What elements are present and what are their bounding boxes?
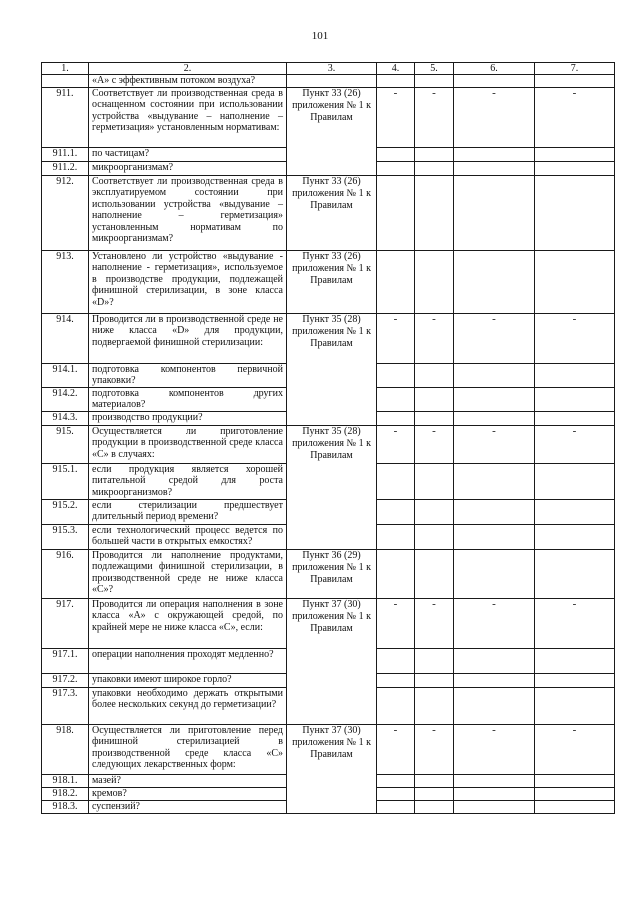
answer-note-cell (535, 673, 615, 687)
table-row (42, 724, 615, 774)
column-header: 7. (535, 63, 615, 75)
answer-na-cell (454, 147, 535, 161)
column-header: 2. (89, 63, 287, 75)
answer-note-cell (535, 787, 615, 800)
answer-na-cell: - (454, 724, 535, 774)
item-number: 917.3. (42, 687, 89, 724)
item-number: 915.3. (42, 524, 89, 549)
answer-yes-cell (377, 147, 415, 161)
item-number: 916. (42, 549, 89, 598)
answer-no-cell (415, 161, 454, 175)
question-text: операции наполнения проходят медленно? (89, 648, 287, 673)
question-text: Установлено ли устройство «выдувание - наполнение - герметизация», используемое в производстве продукции, подлежащей финишной стерилизации, в зоне класса «D»? (89, 250, 287, 313)
question-text: суспензий? (89, 800, 287, 813)
answer-na-cell (454, 673, 535, 687)
answer-note-cell (535, 175, 615, 250)
answer-na-cell (454, 524, 535, 549)
answer-no-cell: - (415, 87, 454, 147)
answer-note-cell (535, 687, 615, 724)
answer-yes-cell (377, 363, 415, 387)
column-header: 5. (415, 63, 454, 75)
question-text: если продукция является хорошей питательной средой для роста микроорганизмов? (89, 463, 287, 499)
answer-na-cell: - (454, 598, 535, 648)
answer-na-cell (454, 363, 535, 387)
answer-note-cell: - (535, 313, 615, 363)
item-number: 918.2. (42, 787, 89, 800)
question-text: если технологический процесс ведется по большей части в открытых емкостях? (89, 524, 287, 549)
answer-na-cell (454, 161, 535, 175)
answer-na-cell (454, 250, 535, 313)
question-text: Проводится ли в производственной среде не ниже класса «D» для продукции, подвергаемой финишной стерилизации: (89, 313, 287, 363)
answer-yes-cell (377, 524, 415, 549)
answer-no-cell: - (415, 425, 454, 463)
answer-yes-cell: - (377, 313, 415, 363)
question-text: подготовка компонентов других материалов? (89, 387, 287, 411)
answer-note-cell (535, 147, 615, 161)
answer-note-cell: - (535, 425, 615, 463)
answer-note-cell (535, 648, 615, 673)
table-row (42, 75, 615, 88)
answer-na-cell (454, 463, 535, 499)
question-text: по частицам? (89, 147, 287, 161)
answer-yes-cell (377, 411, 415, 425)
answer-na-cell (454, 687, 535, 724)
answer-no-cell (415, 524, 454, 549)
answer-yes-cell (377, 387, 415, 411)
answer-na-cell (454, 499, 535, 524)
answer-no-cell (415, 463, 454, 499)
answer-no-cell (415, 250, 454, 313)
answer-note-cell (535, 774, 615, 787)
requirement-reference: Пункт 33 (26) приложения № 1 к Правилам (287, 250, 377, 313)
question-text: мазей? (89, 774, 287, 787)
answer-note-cell (535, 524, 615, 549)
answer-no-cell: - (415, 313, 454, 363)
question-text: Соответствует ли производственная среда в эксплуатируемом состоянии при использовании устройства «выдувание – наполнение – герметизация» установленным нормативам по микроорганизмам? (89, 175, 287, 250)
table-row (42, 313, 615, 363)
table-row (42, 598, 615, 648)
page-number: 101 (311, 30, 329, 42)
answer-note-cell (535, 161, 615, 175)
answer-yes-cell (377, 687, 415, 724)
answer-yes-cell (377, 787, 415, 800)
question-text: производство продукции? (89, 411, 287, 425)
answer-yes-cell (377, 499, 415, 524)
requirement-reference: Пункт 37 (30) приложения № 1 к Правилам (287, 724, 377, 813)
answer-no-cell (415, 499, 454, 524)
question-text: микроорганизмам? (89, 161, 287, 175)
item-number: 914. (42, 313, 89, 363)
answer-no-cell (415, 387, 454, 411)
question-text: Осуществляется ли приготовление перед финишной стерилизацией в производственной среде класса «С» следующих лекарственных форм: (89, 724, 287, 774)
answer-na-cell (454, 75, 535, 88)
table-row (42, 250, 615, 313)
answer-na-cell (454, 411, 535, 425)
requirement-reference: Пункт 33 (26) приложения № 1 к Правилам (287, 87, 377, 175)
question-text: упаковки имеют широкое горло? (89, 673, 287, 687)
answer-note-cell (535, 75, 615, 88)
question-text: кремов? (89, 787, 287, 800)
answer-note-cell (535, 463, 615, 499)
question-text: подготовка компонентов первичной упаковки? (89, 363, 287, 387)
answer-note-cell (535, 363, 615, 387)
answer-no-cell (415, 175, 454, 250)
item-number: 911. (42, 87, 89, 147)
answer-yes-cell (377, 673, 415, 687)
answer-no-cell (415, 673, 454, 687)
question-text: Соответствует ли производственная среда в оснащенном состоянии при использовании устройства «выдувание – наполнение – герметизация» установленным нормативам: (89, 87, 287, 147)
requirement-reference: Пункт 36 (29) приложения № 1 к Правилам (287, 549, 377, 598)
item-number: 918.3. (42, 800, 89, 813)
answer-na-cell: - (454, 425, 535, 463)
item-number: 915. (42, 425, 89, 463)
answer-yes-cell (377, 75, 415, 88)
item-number: 917.2. (42, 673, 89, 687)
item-number: 914.2. (42, 387, 89, 411)
item-number: 914.3. (42, 411, 89, 425)
requirement-reference (287, 75, 377, 88)
answer-yes-cell (377, 774, 415, 787)
answer-na-cell (454, 774, 535, 787)
answer-na-cell (454, 549, 535, 598)
answer-na-cell (454, 800, 535, 813)
answer-no-cell (415, 549, 454, 598)
requirement-reference: Пункт 35 (28) приложения № 1 к Правилам (287, 425, 377, 549)
answer-yes-cell (377, 648, 415, 673)
table-row (42, 175, 615, 250)
item-number: 915.1. (42, 463, 89, 499)
item-number: 915.2. (42, 499, 89, 524)
answer-yes-cell: - (377, 425, 415, 463)
answer-na-cell (454, 648, 535, 673)
answer-no-cell (415, 787, 454, 800)
answer-note-cell (535, 411, 615, 425)
answer-note-cell: - (535, 724, 615, 774)
column-header: 6. (454, 63, 535, 75)
requirement-reference: Пункт 33 (26) приложения № 1 к Правилам (287, 175, 377, 250)
answer-yes-cell: - (377, 724, 415, 774)
answer-no-cell: - (415, 598, 454, 648)
answer-na-cell (454, 175, 535, 250)
answer-na-cell (454, 787, 535, 800)
question-text: упаковки необходимо держать открытыми более нескольких секунд до герметизации? (89, 687, 287, 724)
answer-yes-cell (377, 175, 415, 250)
requirement-reference: Пункт 35 (28) приложения № 1 к Правилам (287, 313, 377, 425)
item-number: 918.1. (42, 774, 89, 787)
column-header: 3. (287, 63, 377, 75)
answer-note-cell (535, 250, 615, 313)
table-row (42, 425, 615, 463)
column-header: 1. (42, 63, 89, 75)
question-text: Осуществляется ли приготовление продукции в производственной среде класса «С» в случаях: (89, 425, 287, 463)
answer-na-cell: - (454, 87, 535, 147)
answer-note-cell (535, 800, 615, 813)
question-text: Проводится ли операция наполнения в зоне класса «А» с окружающей средой, по крайней мере не ниже класса «С», если: (89, 598, 287, 648)
answer-no-cell: - (415, 724, 454, 774)
answer-yes-cell (377, 161, 415, 175)
answer-note-cell: - (535, 87, 615, 147)
answer-no-cell (415, 147, 454, 161)
answer-note-cell (535, 387, 615, 411)
answer-na-cell: - (454, 313, 535, 363)
column-header: 4. (377, 63, 415, 75)
answer-no-cell (415, 687, 454, 724)
answer-yes-cell: - (377, 87, 415, 147)
question-text: Проводится ли наполнение продуктами, подлежащими финишной стерилизации, в производственной среде не ниже класса «С»? (89, 549, 287, 598)
answer-no-cell (415, 648, 454, 673)
question-text: «А» с эффективным потоком воздуха? (89, 75, 287, 88)
answer-no-cell (415, 800, 454, 813)
answer-no-cell (415, 411, 454, 425)
header-row (42, 63, 615, 75)
table-row (42, 549, 615, 598)
answer-yes-cell: - (377, 598, 415, 648)
item-number (42, 75, 89, 88)
item-number: 914.1. (42, 363, 89, 387)
question-text: если стерилизации предшествует длительный период времени? (89, 499, 287, 524)
requirement-reference: Пункт 37 (30) приложения № 1 к Правилам (287, 598, 377, 724)
answer-no-cell (415, 363, 454, 387)
answer-note-cell (535, 499, 615, 524)
table-body (42, 75, 615, 814)
item-number: 911.2. (42, 161, 89, 175)
item-number: 912. (42, 175, 89, 250)
answer-no-cell (415, 75, 454, 88)
answer-note-cell: - (535, 598, 615, 648)
answer-no-cell (415, 774, 454, 787)
item-number: 917.1. (42, 648, 89, 673)
answer-yes-cell (377, 549, 415, 598)
answer-na-cell (454, 387, 535, 411)
checklist-table (41, 62, 615, 814)
item-number: 917. (42, 598, 89, 648)
item-number: 911.1. (42, 147, 89, 161)
item-number: 913. (42, 250, 89, 313)
answer-yes-cell (377, 800, 415, 813)
answer-yes-cell (377, 463, 415, 499)
item-number: 918. (42, 724, 89, 774)
answer-yes-cell (377, 250, 415, 313)
answer-note-cell (535, 549, 615, 598)
table-row (42, 87, 615, 147)
